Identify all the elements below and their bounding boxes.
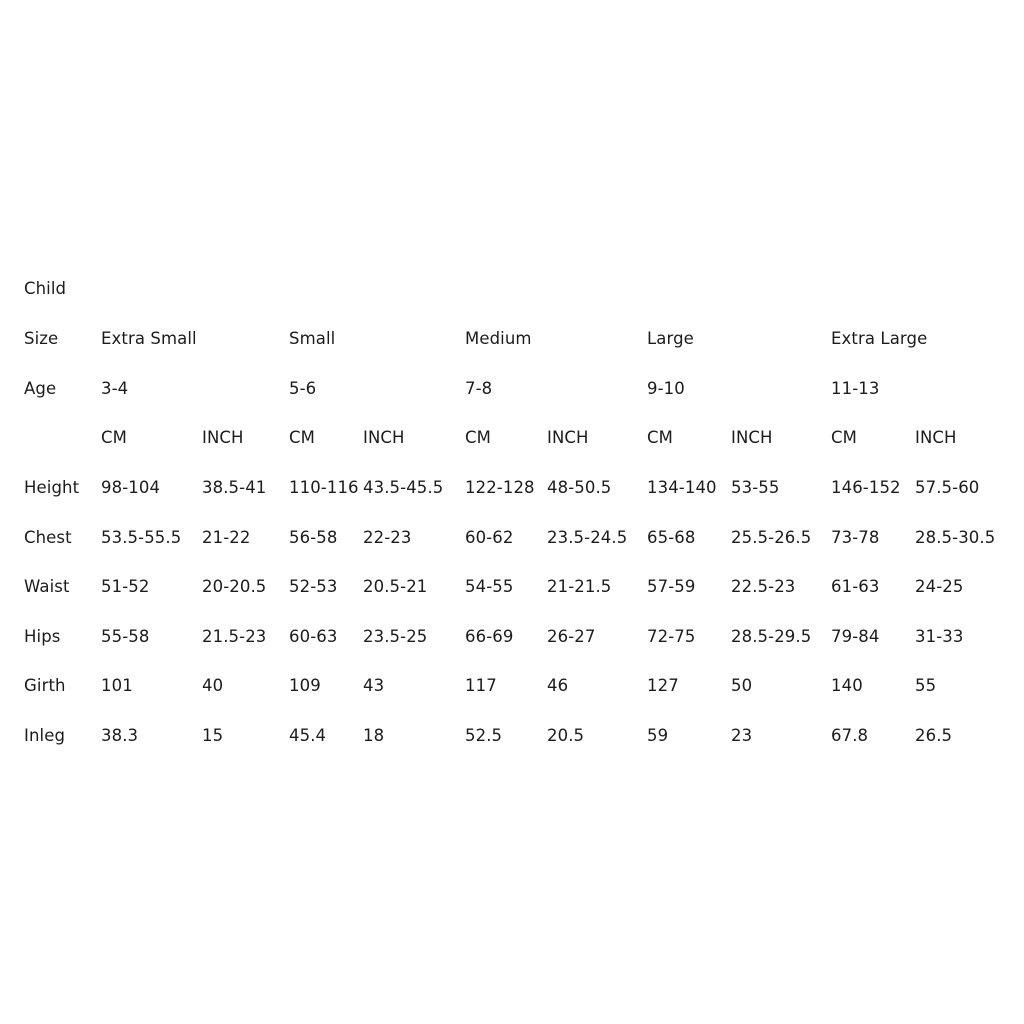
- measurement-value: 53-55: [731, 478, 780, 497]
- measurement-value: 140: [831, 676, 863, 695]
- measurement-value: 134-140: [647, 478, 717, 497]
- measurement-value: 101: [101, 676, 133, 695]
- measurement-value: 40: [202, 676, 224, 695]
- measurement-value: 72-75: [647, 627, 696, 646]
- unit-inch-header: INCH: [731, 428, 773, 447]
- unit-cm-header: CM: [647, 428, 673, 447]
- size-name: Extra Small: [101, 329, 197, 348]
- measurement-value: 24-25: [915, 577, 964, 596]
- measurement-value: 28.5-29.5: [731, 627, 812, 646]
- measurement-value: 45.4: [289, 726, 327, 745]
- age-value: 7-8: [465, 379, 493, 398]
- measurement-value: 15: [202, 726, 224, 745]
- measurement-value: 79-84: [831, 627, 880, 646]
- measurement-value: 20.5: [547, 726, 585, 745]
- measurement-value: 46: [547, 676, 569, 695]
- measurement-value: 55-58: [101, 627, 150, 646]
- measurement-value: 18: [363, 726, 385, 745]
- age-value: 11-13: [831, 379, 880, 398]
- measurement-value: 60-62: [465, 528, 514, 547]
- age-label: Age: [24, 379, 57, 398]
- measurement-value: 26-27: [547, 627, 596, 646]
- size-name: Small: [289, 329, 336, 348]
- unit-inch-header: INCH: [202, 428, 244, 447]
- size-name: Large: [647, 329, 694, 348]
- measurement-value: 22.5-23: [731, 577, 796, 596]
- measurement-value: 57-59: [647, 577, 696, 596]
- measurement-value: 67.8: [831, 726, 869, 745]
- measurement-value: 26.5: [915, 726, 953, 745]
- measurement-value: 23: [731, 726, 753, 745]
- measurement-value: 56-58: [289, 528, 338, 547]
- measurement-value: 25.5-26.5: [731, 528, 812, 547]
- measurement-label: Height: [24, 478, 80, 497]
- measurement-value: 57.5-60: [915, 478, 980, 497]
- measurement-value: 20.5-21: [363, 577, 428, 596]
- measurement-value: 60-63: [289, 627, 338, 646]
- measurement-value: 21.5-23: [202, 627, 267, 646]
- unit-inch-header: INCH: [547, 428, 589, 447]
- measurement-value: 38.3: [101, 726, 139, 745]
- measurement-value: 20-20.5: [202, 577, 267, 596]
- measurement-value: 51-52: [101, 577, 150, 596]
- measurement-value: 48-50.5: [547, 478, 612, 497]
- measurement-value: 43.5-45.5: [363, 478, 444, 497]
- unit-inch-header: INCH: [363, 428, 405, 447]
- unit-cm-header: CM: [831, 428, 857, 447]
- measurement-value: 98-104: [101, 478, 161, 497]
- measurement-label: Hips: [24, 627, 61, 646]
- measurement-value: 31-33: [915, 627, 964, 646]
- measurement-value: 55: [915, 676, 937, 695]
- measurement-value: 73-78: [831, 528, 880, 547]
- measurement-value: 21-22: [202, 528, 251, 547]
- measurement-value: 146-152: [831, 478, 901, 497]
- measurement-label: Girth: [24, 676, 66, 695]
- measurement-value: 122-128: [465, 478, 535, 497]
- unit-cm-header: CM: [101, 428, 127, 447]
- measurement-value: 52-53: [289, 577, 338, 596]
- measurement-value: 110-116: [289, 478, 359, 497]
- unit-cm-header: CM: [289, 428, 315, 447]
- measurement-value: 127: [647, 676, 679, 695]
- measurement-value: 53.5-55.5: [101, 528, 182, 547]
- measurement-value: 109: [289, 676, 321, 695]
- measurement-value: 23.5-24.5: [547, 528, 628, 547]
- unit-inch-header: INCH: [915, 428, 957, 447]
- measurement-value: 50: [731, 676, 753, 695]
- measurement-value: 117: [465, 676, 497, 695]
- measurement-value: 43: [363, 676, 385, 695]
- measurement-value: 28.5-30.5: [915, 528, 996, 547]
- unit-cm-header: CM: [465, 428, 491, 447]
- age-value: 3-4: [101, 379, 129, 398]
- size-name: Medium: [465, 329, 532, 348]
- size-name: Extra Large: [831, 329, 928, 348]
- measurement-value: 61-63: [831, 577, 880, 596]
- table-title: Child: [24, 279, 67, 298]
- measurement-value: 59: [647, 726, 669, 745]
- measurement-value: 38.5-41: [202, 478, 267, 497]
- measurement-value: 65-68: [647, 528, 696, 547]
- measurement-value: 66-69: [465, 627, 514, 646]
- measurement-value: 23.5-25: [363, 627, 428, 646]
- measurement-value: 54-55: [465, 577, 514, 596]
- measurement-label: Inleg: [24, 726, 66, 745]
- measurement-value: 21-21.5: [547, 577, 612, 596]
- age-value: 9-10: [647, 379, 685, 398]
- measurement-value: 52.5: [465, 726, 503, 745]
- size-label: Size: [24, 329, 59, 348]
- measurement-label: Waist: [24, 577, 70, 596]
- measurement-value: 22-23: [363, 528, 412, 547]
- measurement-label: Chest: [24, 528, 72, 547]
- age-value: 5-6: [289, 379, 317, 398]
